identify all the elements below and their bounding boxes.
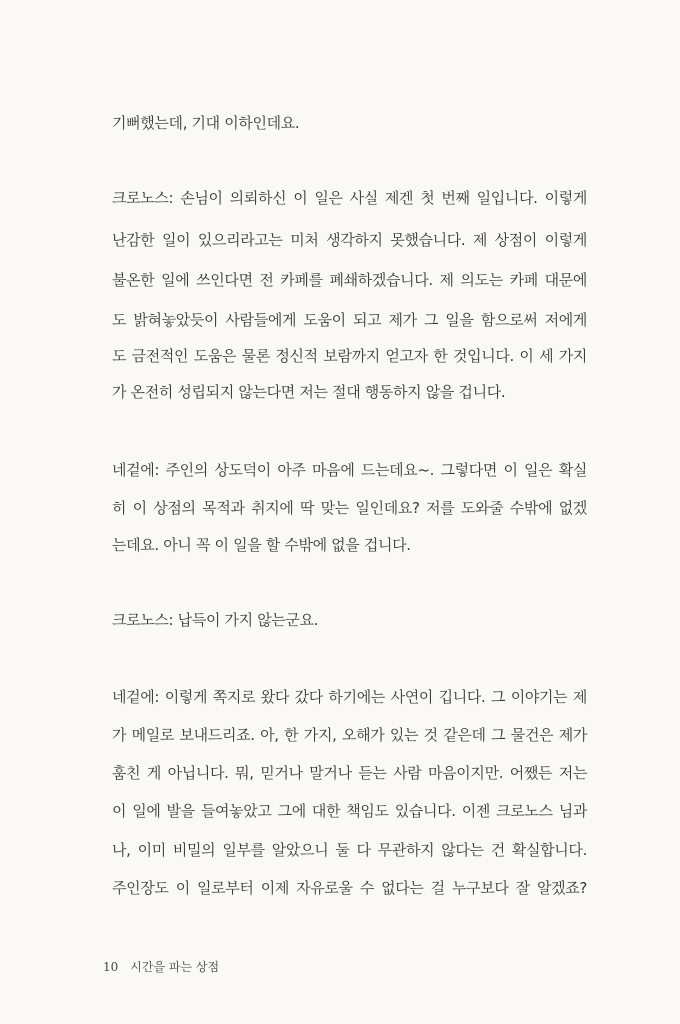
text-line: 크로노스: 납득이 가지 않는군요. [112,611,319,629]
page-number: 10 [103,960,119,974]
text-line: 도 밝혀놓았듯이 사람들에게 도움이 되고 제가 그 일을 함으로써 저에게 [112,311,587,329]
text-line: 가 온전히 성립되지 않는다면 저는 절대 행동하지 않을 겁니다. [112,383,506,401]
text-line: 이 일에 발을 들여놓았고 그에 대한 책임도 있습니다. 이젠 크로노스 님과 [112,802,587,820]
text-line: 도 금전적인 도움은 물론 정신적 보람까지 얻고자 한 것입니다. 이 세 가지 [112,347,587,365]
text-line: 크로노스: 손님이 의뢰하신 이 일은 사실 제겐 첫 번째 일입니다. 이렇게 [112,189,587,207]
text-line: 주인장도 이 일로부터 이제 자유로울 수 없다는 걸 누구보다 잘 알겠죠? [112,879,587,897]
page-footer [103,958,231,975]
text-line: 나, 이미 비밀의 일부를 알았으니 둘 다 무관하지 않다는 건 확실합니다. [112,841,587,859]
text-line: 훔친 게 아닙니다. 뭐, 믿거나 말거나 듣는 사람 마음이지만. 어쨌든 저는 [112,764,587,782]
book-title: 시간을 파는 상점 [130,960,220,974]
text-line: 기뻐했는데, 기대 이하인데요. [112,114,300,132]
text-line: 네겉에: 이렇게 쪽지로 왔다 갔다 하기에는 사연이 깁니다. 그 이야기는 제 [112,688,587,706]
text-line: 는데요. 아니 꼭 이 일을 할 수밖에 없을 겁니다. [112,536,411,554]
text-line: 난감한 일이 있으리라고는 미처 생각하지 못했습니다. 제 상점이 이렇게 [112,231,587,249]
text-line: 네겉에: 주인의 상도덕이 아주 마음에 드는데요~. 그렇다면 이 일은 확실 [112,461,587,479]
text-line: 불온한 일에 쓰인다면 전 카페를 폐쇄하겠습니다. 제 의도는 카페 대문에 [112,271,587,289]
text-line: 히 이 상점의 목적과 취지에 딱 맞는 일인데요? 저를 도와줄 수밖에 없겠 [112,499,587,517]
text-line: 가 메일로 보내드리죠. 아, 한 가지, 오해가 있는 것 같은데 그 물건은 제가 [112,726,587,744]
